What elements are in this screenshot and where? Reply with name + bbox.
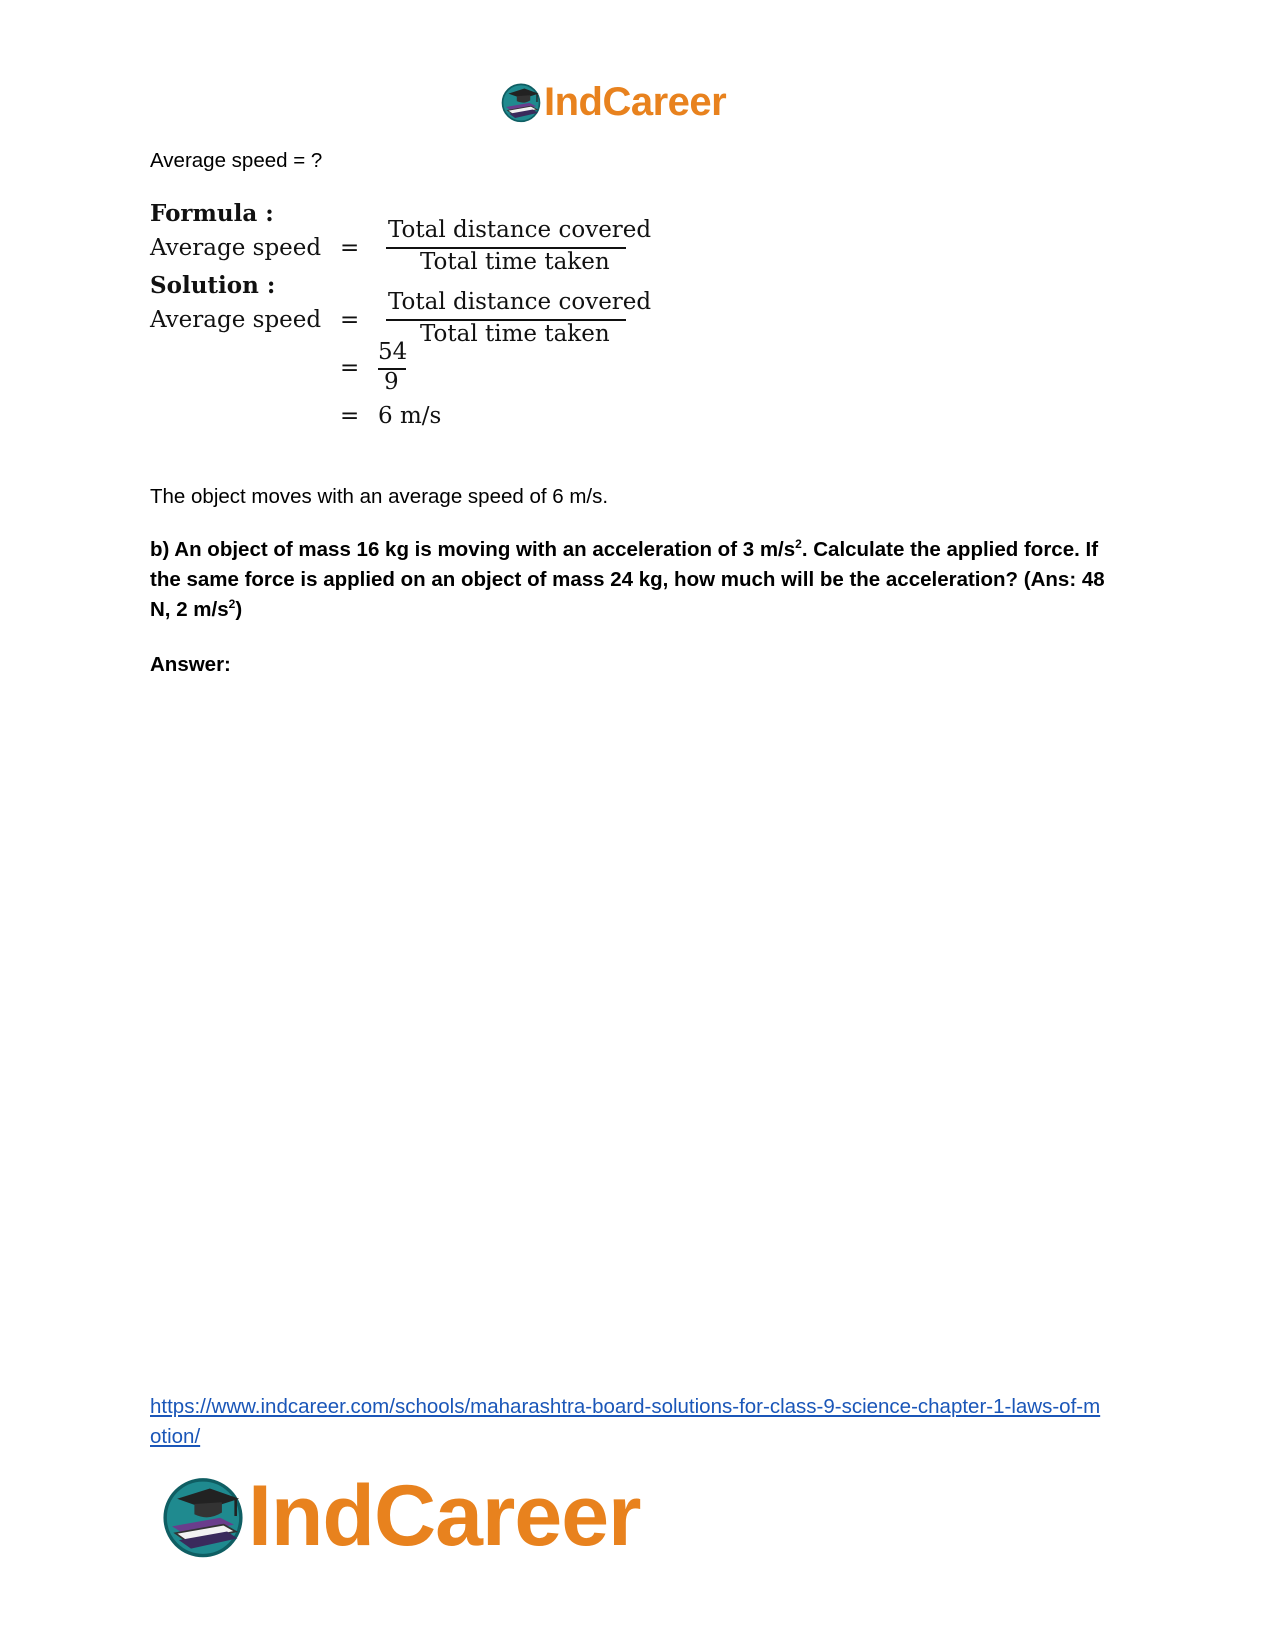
question-text-1: b) An object of mass 16 kg is moving with an acceleration of 3 m/s (150, 538, 796, 561)
brand-wordmark: IndCareer (544, 80, 727, 124)
result-equals: = (340, 403, 360, 429)
result-value: 6 m/s (378, 403, 442, 429)
formula-equals: = (340, 235, 360, 261)
formula-solution-block (150, 200, 670, 460)
step-equals: = (340, 355, 360, 381)
brand-wordmark: IndCareer (248, 1468, 641, 1564)
question-superscript-1: 2 (795, 537, 802, 551)
globe-books-icon (160, 1473, 246, 1559)
formula-lhs: Average speed (150, 235, 322, 261)
step-denominator: 9 (384, 369, 399, 395)
footer-logo (160, 1466, 641, 1566)
solution-numerator: Total distance covered (388, 289, 652, 315)
step-numerator: 54 (378, 339, 408, 365)
source-link[interactable]: https://www.indcareer.com/schools/maharashtra-board-solutions-for-class-9-science-chapter-1-laws-of-motion/ (150, 1395, 1101, 1448)
formula-numerator: Total distance covered (388, 217, 652, 243)
conclusion-text: The object moves with an average speed of 6 m/s. (150, 485, 609, 508)
globe-books-icon (500, 81, 542, 123)
question-text-2: . Calculate the applied force. If the same force is applied on an object of mass 24 kg, how much will be the acceleration? (Ans: 48 N, 2 m/s (150, 538, 1105, 621)
solution-label: Solution : (150, 272, 276, 299)
question-superscript-2: 2 (228, 597, 236, 611)
given-statement: Average speed = ? (150, 149, 323, 172)
formula-label: Formula : (150, 200, 274, 227)
header-logo (500, 78, 726, 126)
formula-denominator: Total time taken (420, 249, 610, 275)
solution-lhs: Average speed (150, 307, 322, 333)
solution-equals: = (340, 307, 360, 333)
answer-label: Answer: (150, 653, 231, 676)
question-text-3: ) (235, 598, 243, 621)
question-b (150, 535, 1130, 625)
solution-denominator: Total time taken (420, 321, 610, 347)
